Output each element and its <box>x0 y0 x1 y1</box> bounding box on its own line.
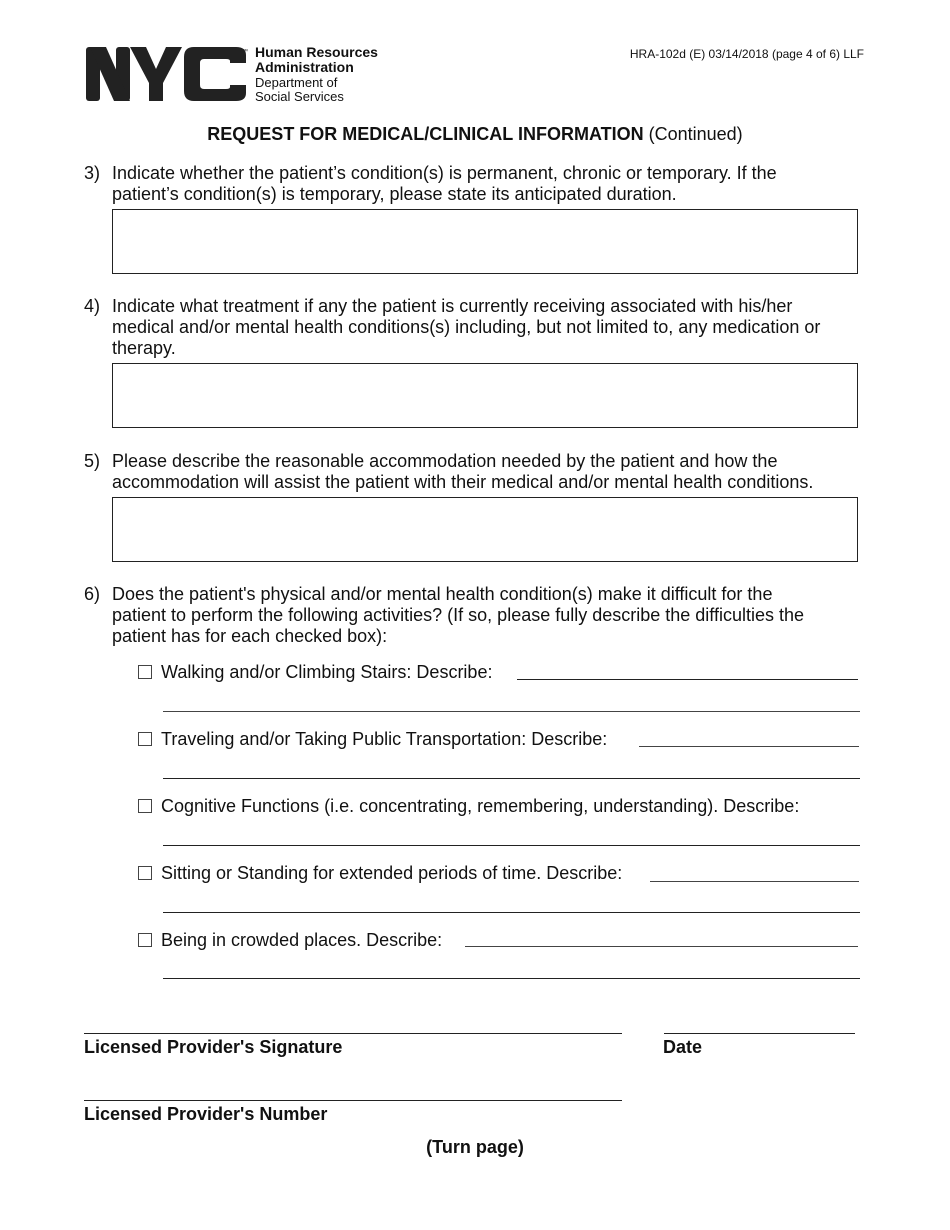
org-name <box>255 45 378 75</box>
question-3-line: patient’s condition(s) is temporary, please state its anticipated duration. <box>112 184 677 204</box>
activity-cognitive-describe-line[interactable] <box>163 845 860 846</box>
provider-number-line[interactable] <box>84 1100 622 1101</box>
activity-traveling-label: Traveling and/or Taking Public Transportation: Describe: <box>161 729 608 749</box>
question-4-line: Indicate what treatment if any the patient is currently receiving associated with his/her <box>112 296 793 316</box>
activity-cognitive-label: Cognitive Functions (i.e. concentrating, remembering, understanding). Describe: <box>161 796 800 816</box>
activity-crowded-describe-line-2[interactable] <box>163 978 860 979</box>
activity-sitting-describe-line[interactable] <box>650 881 859 882</box>
activity-walking-describe-line-2[interactable] <box>163 711 860 712</box>
question-5-text <box>112 451 857 493</box>
department-name-line-2: Social Services <box>255 89 344 104</box>
question-6-line: patient has for each checked box): <box>112 626 388 646</box>
activity-crowded-label: Being in crowded places. Describe: <box>161 930 443 950</box>
question-4-answer-box[interactable] <box>112 363 858 428</box>
question-3-line: Indicate whether the patient’s condition(s) is permanent, chronic or temporary. If the <box>112 163 777 183</box>
provider-signature-label: Licensed Provider's Signature <box>84 1037 343 1057</box>
activity-sitting-describe-line-2[interactable] <box>163 912 860 913</box>
provider-signature-line[interactable] <box>84 1033 622 1034</box>
question-5-line: Please describe the reasonable accommodation needed by the patient and how the <box>112 451 778 471</box>
svg-text:™: ™ <box>242 49 248 55</box>
activity-traveling-describe-line[interactable] <box>639 746 859 747</box>
question-6-text <box>112 584 857 647</box>
activity-walking-describe-line[interactable] <box>517 679 858 680</box>
date-label: Date <box>663 1037 703 1057</box>
activity-walking-checkbox[interactable] <box>138 665 152 679</box>
activity-traveling-describe-line-2[interactable] <box>163 778 860 779</box>
question-4-line: medical and/or mental health conditions(s) including, but not limited to, any medication or <box>112 317 821 337</box>
question-6-number: 6) <box>84 584 101 604</box>
activity-walking-label: Walking and/or Climbing Stairs: Describe: <box>161 662 493 682</box>
hra-logo <box>86 45 396 107</box>
activity-cognitive-checkbox[interactable] <box>138 799 152 813</box>
activity-crowded-checkbox[interactable] <box>138 933 152 947</box>
page-title <box>0 124 950 145</box>
form-code: HRA-102d (E) 03/14/2018 (page 4 of 6) LLF <box>629 47 864 61</box>
question-3-text <box>112 163 857 205</box>
page-title-suffix: (Continued) <box>643 124 743 144</box>
question-5-answer-box[interactable] <box>112 497 858 562</box>
nyc-logo-mark <box>86 45 248 103</box>
activity-sitting-checkbox[interactable] <box>138 866 152 880</box>
page-title-main: REQUEST FOR MEDICAL/CLINICAL INFORMATION <box>207 124 644 144</box>
question-3-answer-box[interactable] <box>112 209 858 274</box>
org-name-line-2: Administration <box>255 59 354 75</box>
question-5-number: 5) <box>84 451 101 471</box>
question-4-number: 4) <box>84 296 101 316</box>
activity-traveling-checkbox[interactable] <box>138 732 152 746</box>
department-name-line-1: Department of <box>255 75 338 90</box>
activity-sitting-label: Sitting or Standing for extended periods of time. Describe: <box>161 863 623 883</box>
turn-page-note: (Turn page) <box>426 1137 524 1157</box>
date-line[interactable] <box>664 1033 855 1034</box>
question-4-text <box>112 296 857 359</box>
question-4-line: therapy. <box>112 338 176 358</box>
activity-crowded-describe-line[interactable] <box>465 946 858 947</box>
question-6-line: Does the patient's physical and/or mental health condition(s) make it difficult for the <box>112 584 773 604</box>
org-name-line-1: Human Resources <box>255 44 378 60</box>
question-5-line: accommodation will assist the patient with their medical and/or mental health conditions. <box>112 472 814 492</box>
question-3-number: 3) <box>84 163 101 183</box>
department-name <box>255 76 344 104</box>
question-6-line: patient to perform the following activities? (If so, please fully describe the difficulties the <box>112 605 805 625</box>
provider-number-label: Licensed Provider's Number <box>84 1104 328 1124</box>
